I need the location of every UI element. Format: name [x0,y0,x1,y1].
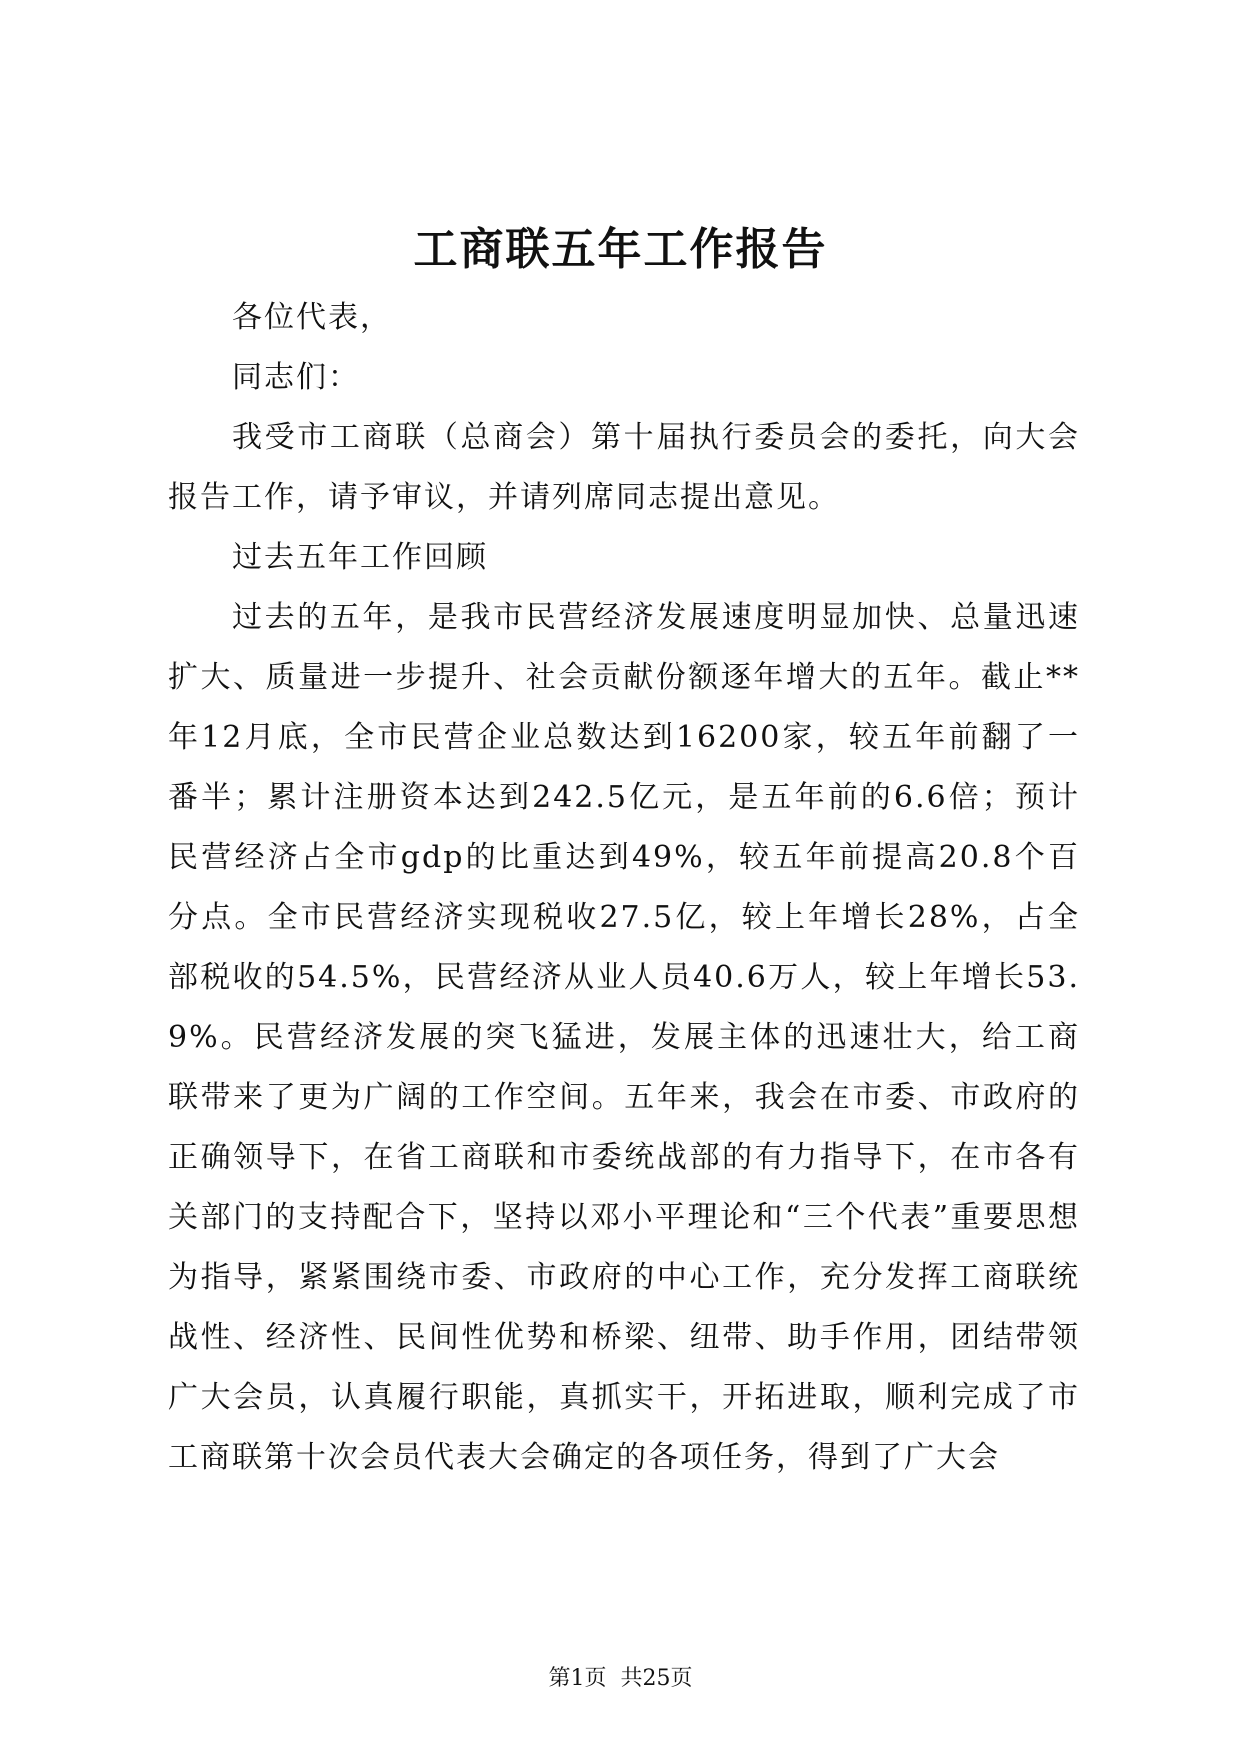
review-paragraph: 过去的五年，是我市民营经济发展速度明显加快、总量迅速扩大、质量进一步提升、社会贡献份额逐年增大的五年。截止**年12月底，全市民营企业总数达到16200家，较五年前翻了一番半；累计注册资本达到242.5亿元，是五年前的6.6倍；预计民营经济占全市gdp的比重达到49%，较五年前提高20.8个百分点。全市民营经济实现税收27.5亿，较上年增长28%，占全部税收的54.5%，民营经济从业人员40.6万人，较上年增长53.9%。民营经济发展的突飞猛进，发展主体的迅速壮大，给工商联带来了更为广阔的工作空间。五年来，我会在市委、市政府的正确领导下，在省工商联和市委统战部的有力指导下，在市各有关部门的支持配合下，坚持以邓小平理论和“三个代表”重要思想为指导，紧紧围绕市委、市政府的中心工作，充分发挥工商联统战性、经济性、民间性优势和桥梁、纽带、助手作用，团结带领广大会员，认真履行职能，真抓实干，开拓进取，顺利完成了市工商联第十次会员代表大会确定的各项任务，得到了广大会 [168,600,1080,1475]
page-footer [0,1664,1241,1694]
footer-total-pages: 25 [642,1666,671,1691]
footer-page-mid: 页 共 [584,1666,643,1691]
footer-page-suffix: 页 [670,1666,693,1691]
footer-page-number: 1 [570,1666,585,1691]
salutation-delegates: 各位代表， [232,300,392,335]
salutation-comrades: 同志们： [232,360,360,395]
document-title: 工商联五年工作报告 [413,224,828,275]
intro-paragraph: 我受市工商联（总商会）第十届执行委员会的委托，向大会报告工作，请予审议，并请列席同志提出意见。 [168,420,1080,515]
footer-page-prefix: 第 [548,1666,571,1691]
section-heading: 过去五年工作回顾 [232,540,488,575]
document-body [168,288,1080,1488]
